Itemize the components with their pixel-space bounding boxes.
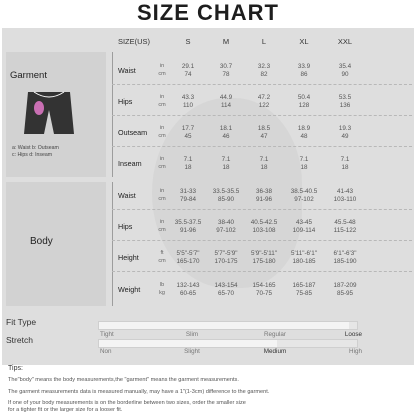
col-header-m: M — [222, 37, 230, 46]
garment-cell: 44.9 — [219, 94, 233, 101]
unit-label: cm — [158, 71, 166, 77]
tips-heading: Tips: — [8, 365, 23, 372]
tip-item: The"body" means the body measurements,the "garment" means the garment measurements. — [8, 377, 239, 383]
stretch-label: Stretch — [6, 335, 33, 345]
stretch-tick-medium: Medium — [263, 348, 287, 355]
body-cell: 97-102 — [216, 227, 236, 234]
body-cell: 109-114 — [292, 227, 316, 234]
body-cell: 79-84 — [179, 196, 197, 203]
body-cell: 5'5"-5'7" — [176, 250, 200, 257]
body-cell: 165-187 — [292, 282, 316, 289]
garment-cell: 74 — [184, 71, 192, 78]
garment-cell: 18 — [222, 164, 230, 171]
unit-label: in — [159, 125, 165, 131]
garment-cell: 18.1 — [219, 125, 233, 132]
col-header-xl: XL — [299, 37, 309, 46]
row-divider — [112, 240, 412, 241]
garment-cell: 128 — [298, 102, 310, 109]
body-label: Body — [30, 236, 53, 247]
garment-cell: 18 — [260, 164, 268, 171]
body-row-label: Height — [118, 253, 139, 262]
unit-label: cm — [158, 133, 166, 139]
body-row-label: Weight — [118, 285, 141, 294]
garment-cell: 122 — [258, 102, 270, 109]
body-cell: 187-209 — [333, 282, 357, 289]
fit-type-label: Fit Type — [6, 317, 37, 327]
body-cell: 115-122 — [333, 227, 357, 234]
body-row-label: Hips — [118, 222, 133, 231]
body-cell: 97-102 — [294, 196, 314, 203]
body-cell: 60-65 — [179, 290, 197, 297]
garment-cell: 7.1 — [299, 156, 309, 163]
body-cell: 70-75 — [255, 290, 273, 297]
fit-tick-slim: Slim — [185, 331, 199, 338]
garment-cell: 7.1 — [340, 156, 350, 163]
garment-cell: 7.1 — [221, 156, 231, 163]
garment-cell: 90 — [341, 71, 349, 78]
garment-cell: 19.3 — [338, 125, 352, 132]
garment-cell: 43.3 — [181, 94, 195, 101]
garment-cell: 18 — [300, 164, 308, 171]
unit-label: in — [159, 188, 165, 194]
body-cell: 41-43 — [336, 188, 354, 195]
unit-label: lb — [159, 282, 165, 288]
body-cell: 38.5-40.5 — [290, 188, 318, 195]
body-cell: 5'11"-6'1" — [290, 250, 317, 257]
unit-label: ft — [160, 250, 164, 256]
garment-cell: 35.4 — [338, 63, 352, 70]
garment-cell: 18 — [184, 164, 192, 171]
garment-cell: 46 — [222, 133, 230, 140]
garment-label: Garment — [10, 70, 47, 81]
body-cell: 6'1"-6'3" — [333, 250, 357, 257]
body-cell: 75-85 — [295, 290, 313, 297]
garment-cell: 50.4 — [297, 94, 311, 101]
body-cell: 103-110 — [333, 196, 357, 203]
garment-cell: 47.2 — [257, 94, 271, 101]
body-row-label: Waist — [118, 191, 136, 200]
body-cell: 5'9"-5'11" — [250, 250, 277, 257]
page-title: SIZE CHART — [137, 0, 279, 25]
unit-label: cm — [158, 227, 166, 233]
unit-label: cm — [158, 196, 166, 202]
stretch-tick-slight: Slight — [184, 348, 200, 355]
body-cell: 85-90 — [217, 196, 235, 203]
body-cell: 185-190 — [333, 258, 357, 265]
body-cell: 5'7"-5'9" — [214, 250, 238, 257]
unit-label: kg — [159, 290, 165, 296]
body-cell: 103-108 — [252, 227, 276, 234]
garment-cell: 18.9 — [297, 125, 311, 132]
unit-label: cm — [158, 164, 166, 170]
legend-line: c: Hips d: Inseam — [12, 151, 53, 158]
garment-cell: 48 — [300, 133, 308, 140]
garment-cell: 136 — [339, 102, 351, 109]
body-box — [6, 182, 106, 306]
body-cell: 33.5-35.5 — [212, 188, 240, 195]
fit-type-fill — [99, 322, 349, 329]
unit-label: in — [159, 63, 165, 69]
row-divider — [112, 271, 412, 272]
garment-cell: 18 — [341, 164, 349, 171]
body-cell: 85-95 — [336, 290, 354, 297]
shorts-diagram — [22, 88, 76, 140]
body-divider — [112, 182, 113, 306]
body-cell: 165-170 — [176, 258, 200, 265]
row-divider — [112, 146, 412, 147]
diagram-legend — [12, 145, 59, 158]
unit-label: in — [159, 219, 165, 225]
garment-cell: 53.5 — [338, 94, 352, 101]
garment-row-label: Waist — [118, 66, 136, 75]
stretch-fill — [99, 340, 277, 347]
body-cell: 154-165 — [252, 282, 276, 289]
garment-cell: 17.7 — [181, 125, 195, 132]
stretch-tick-high: High — [349, 348, 362, 355]
stretch-bar — [98, 339, 358, 348]
garment-cell: 7.1 — [183, 156, 193, 163]
garment-cell: 7.1 — [259, 156, 269, 163]
row-divider — [112, 84, 412, 85]
body-cell: 40.5-42.5 — [250, 219, 278, 226]
fit-tick-tight: Tight — [100, 331, 114, 338]
body-cell: 35.5-37.5 — [174, 219, 202, 226]
body-cell: 36-38 — [255, 188, 273, 195]
body-cell: 132-143 — [176, 282, 200, 289]
stretch-tick-non: Non — [100, 348, 112, 355]
size-header: SIZE(US) — [117, 37, 151, 46]
fit-tick-regular: Regular — [263, 331, 287, 338]
garment-cell: 86 — [300, 71, 308, 78]
row-divider — [112, 115, 412, 116]
col-header-l: L — [261, 37, 267, 46]
garment-row-label: Outseam — [118, 128, 148, 137]
legend-line: a: Waist b: Outseam — [12, 145, 59, 151]
garment-cell: 110 — [182, 102, 194, 109]
unit-label: in — [159, 156, 165, 162]
tip-item: If one of your body measurements is on the borderline between two sizes, order the smaller size — [8, 400, 246, 406]
garment-cell: 45 — [184, 133, 192, 140]
body-cell: 91-96 — [255, 196, 273, 203]
fit-tick-loose: Loose — [344, 331, 362, 338]
tip-item: The garment measurements data is measured manually, may have a 1"(1-3cm) difference to the garment. — [8, 389, 270, 395]
body-cell: 143-154 — [214, 282, 238, 289]
unit-label: cm — [158, 102, 166, 108]
garment-row-label: Hips — [118, 97, 133, 106]
body-cell: 180-185 — [292, 258, 316, 265]
garment-cell: 82 — [260, 71, 268, 78]
body-cell: 38-40 — [217, 219, 235, 226]
body-cell: 91-96 — [179, 227, 197, 234]
col-header-s: S — [185, 37, 191, 46]
garment-row-label: Inseam — [118, 159, 142, 168]
garment-cell: 78 — [222, 71, 230, 78]
unit-label: in — [159, 94, 165, 100]
body-cell: 65-70 — [217, 290, 235, 297]
garment-cell: 29.1 — [181, 63, 195, 70]
garment-cell: 114 — [220, 102, 232, 109]
col-header-xxl: XXL — [337, 37, 353, 46]
garment-cell: 49 — [341, 133, 349, 140]
row-divider — [112, 209, 412, 210]
body-cell: 170-175 — [214, 258, 238, 265]
garment-cell: 47 — [260, 133, 268, 140]
garment-cell: 32.3 — [257, 63, 271, 70]
garment-cell: 33.9 — [297, 63, 311, 70]
body-cell: 175-180 — [252, 258, 276, 265]
body-cell: 43-45 — [295, 219, 313, 226]
body-cell: 45.5-48 — [334, 219, 356, 226]
garment-cell: 30.7 — [219, 63, 233, 70]
body-cell: 31-33 — [179, 188, 197, 195]
fit-type-bar — [98, 321, 358, 330]
tip-item: for a tighter fit or the larger size for a looser fit. — [8, 407, 123, 413]
garment-cell: 18.5 — [257, 125, 271, 132]
unit-label: cm — [158, 258, 166, 264]
